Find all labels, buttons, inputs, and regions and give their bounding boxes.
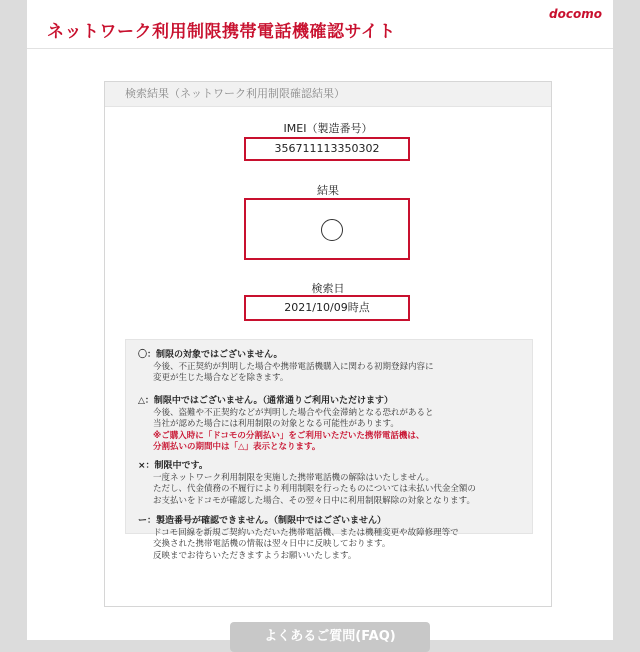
result-legend-notes <box>125 339 533 561</box>
note-line: 交換された携帯電話機の情報は翌々日中に反映しております。 <box>153 539 391 549</box>
note-line: 今後、盗難や不正契約などが判明した場合や代金滞納となる恐れがあると <box>153 407 434 418</box>
note-line: ただし、代金債務の不履行により利用制限を行ったものについては未払い代金全額の <box>153 484 476 494</box>
note-title: 〇：制限の対象ではございません。 <box>138 350 283 360</box>
search-date-value: 2021/10/09時点 <box>244 295 410 321</box>
note-line: 反映までお待ちいただきますようお願いいたします。 <box>153 550 357 561</box>
result-label: 結果 <box>317 184 339 197</box>
note-unknown <box>138 516 528 562</box>
site-header <box>27 0 613 49</box>
note-warning-line: 分割払いの期間中は「△」表示となります。 <box>153 442 321 452</box>
site-title: ネットワーク利用制限携帯電話機確認サイト <box>47 22 396 42</box>
note-warning-line: ※ご購入時に「ドコモの分割払い」をご利用いただいた携帯電話機は、 <box>153 430 425 441</box>
circle-result-icon <box>321 219 343 241</box>
imei-value: 356711113350302 <box>244 137 410 161</box>
note-triangle <box>138 396 528 454</box>
note-title: △：制限中ではございません。（通常通りご利用いただけます） <box>138 396 393 406</box>
note-line: 一度ネットワーク利用制限を実施した携帯電話機の解除はいたしません。 <box>153 472 435 483</box>
note-line: ドコモ回線を新規ご契約いただいた携帯電話機、または機種変更や故障修理等で <box>153 527 459 538</box>
docomo-logo[interactable]: docomo <box>549 7 602 21</box>
note-line: 変更が生じた場合などを除きます。 <box>153 373 289 383</box>
result-section-title: 検索結果（ネットワーク利用制限確認結果） <box>105 82 551 107</box>
note-line: お支払いをドコモが確認した場合、その翌々日中に利用制限解除の対象となります。 <box>153 495 475 506</box>
note-title: ×：制限中です。 <box>138 461 208 471</box>
search-result-panel <box>104 81 552 607</box>
imei-label: IMEI（製造番号） <box>283 122 373 135</box>
search-date-label: 検索日 <box>311 282 345 295</box>
note-line: 今後、不正契約が判明した場合や携帯電話機購入に関わる初期登録内容に <box>153 361 434 372</box>
result-value-box <box>244 198 410 260</box>
faq-button[interactable]: よくあるご質問(FAQ) <box>230 622 430 652</box>
note-restricted <box>138 461 528 507</box>
note-line: 当社が認めた場合には利用制限の対象となる可能性があります。 <box>153 419 399 429</box>
note-ok <box>138 350 528 385</box>
note-title: ー：製造番号が確認できません。（制限中ではございません） <box>138 516 387 526</box>
page <box>27 0 613 640</box>
